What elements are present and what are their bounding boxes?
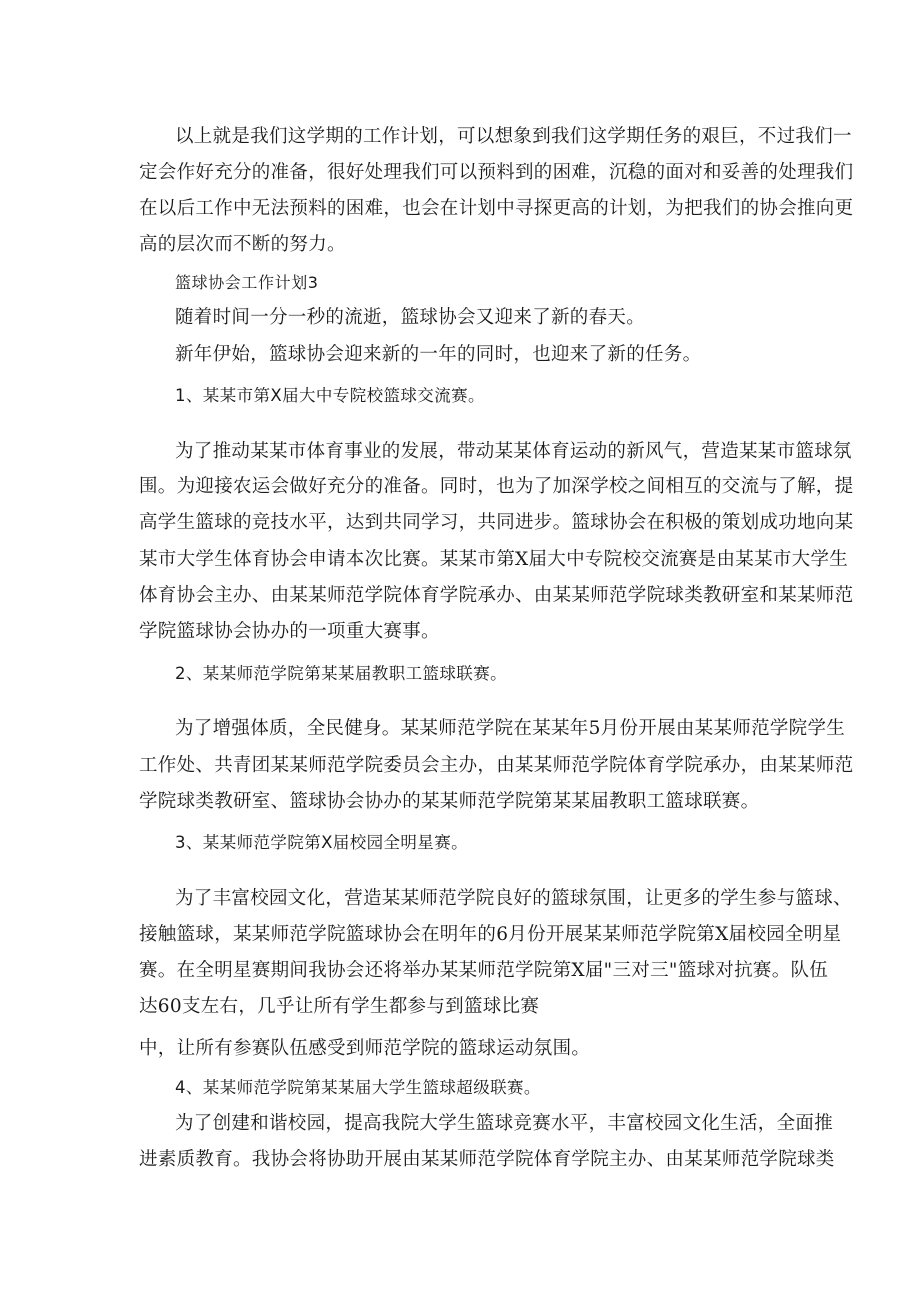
- paragraph-line: 工作处、共青团某某师范学院委员会主办，由某某师范学院体育学院承办，由某某师范: [139, 755, 854, 776]
- paragraph-line: 围。为迎接农运会做好充分的准备。同时，也为了加深学校之间相互的交流与了解，提: [139, 476, 854, 497]
- paragraph-line: 体育协会主办、由某某师范学院体育学院承办、由某某师范学院球类教研室和某某师范: [139, 585, 854, 606]
- paragraph-line: 随着时间一分一秒的流逝，篮球协会又迎来了新的春天。: [175, 307, 646, 328]
- paragraph-line: 进素质教育。我协会将协助开展由某某师范学院体育学院主办、由某某师范学院球类: [139, 1149, 835, 1170]
- list-item-heading: 4、某某师范学院第某某届大学生篮球超级联赛。: [175, 1078, 541, 1097]
- list-item-heading: 1、某某市第X届大中专院校篮球交流赛。: [175, 386, 485, 405]
- paragraph-line: 为了丰富校园文化，营造某某师范学院良好的篮球氛围，让更多的学生参与篮球、: [175, 888, 852, 909]
- paragraph-line: 某市大学生体育协会申请本次比赛。某某市第X届大中专院校交流赛是由某某市大学生: [139, 549, 849, 570]
- paragraph-line: 高学生篮球的竞技水平，达到共同学习，共同进步。篮球协会在积极的策划成功地向某: [139, 512, 854, 533]
- paragraph-line: 中，让所有参赛队伍感受到师范学院的篮球运动氛围。: [139, 1038, 591, 1059]
- paragraph-line: 学院篮球协会协办的一项重大赛事。: [139, 621, 440, 642]
- paragraph-line: 高的层次而不断的努力。: [139, 234, 346, 255]
- paragraph-line: 在以后工作中无法预料的困难，也会在计划中寻探更高的计划，为把我们的协会推向更: [139, 198, 854, 219]
- paragraph-line: 接触篮球，某某师范学院篮球协会在明年的6月份开展某某师范学院第X届校园全明星: [139, 924, 842, 945]
- section-heading: 篮球协会工作计划3: [175, 273, 319, 292]
- paragraph-line: 为了推动某某市体育事业的发展，带动某某体育运动的新风气，营造某某市篮球氛: [175, 441, 852, 462]
- paragraph-line: 新年伊始，篮球协会迎来新的一年的同时，也迎来了新的任务。: [175, 344, 702, 365]
- paragraph-line: 定会作好充分的准备，很好处理我们可以预料到的困难，沉稳的面对和妥善的处理我们: [139, 162, 854, 183]
- list-item-heading: 2、某某师范学院第某某届教职工篮球联赛。: [175, 664, 507, 683]
- list-item-heading: 3、某某师范学院第X届校园全明星赛。: [175, 833, 469, 852]
- paragraph-line: 达60支左右，几乎让所有学生都参与到篮球比赛: [139, 996, 540, 1017]
- paragraph-line: 为了增强体质，全民健身。某某师范学院在某某年5月份开展由某某师范学院学生: [175, 718, 846, 739]
- paragraph-line: 学院球类教研室、篮球协会协办的某某师范学院第某某届教职工篮球联赛。: [139, 791, 760, 812]
- paragraph-line: 赛。在全明星赛期间我协会还将举办某某师范学院第X届"三对三"篮球对抗赛。队伍: [139, 960, 829, 981]
- paragraph-line: 为了创建和谐校园，提高我院大学生篮球竞赛水平，丰富校园文化生活，全面推: [175, 1113, 834, 1134]
- paragraph-line: 以上就是我们这学期的工作计划，可以想象到我们这学期任务的艰巨，不过我们一: [175, 126, 852, 147]
